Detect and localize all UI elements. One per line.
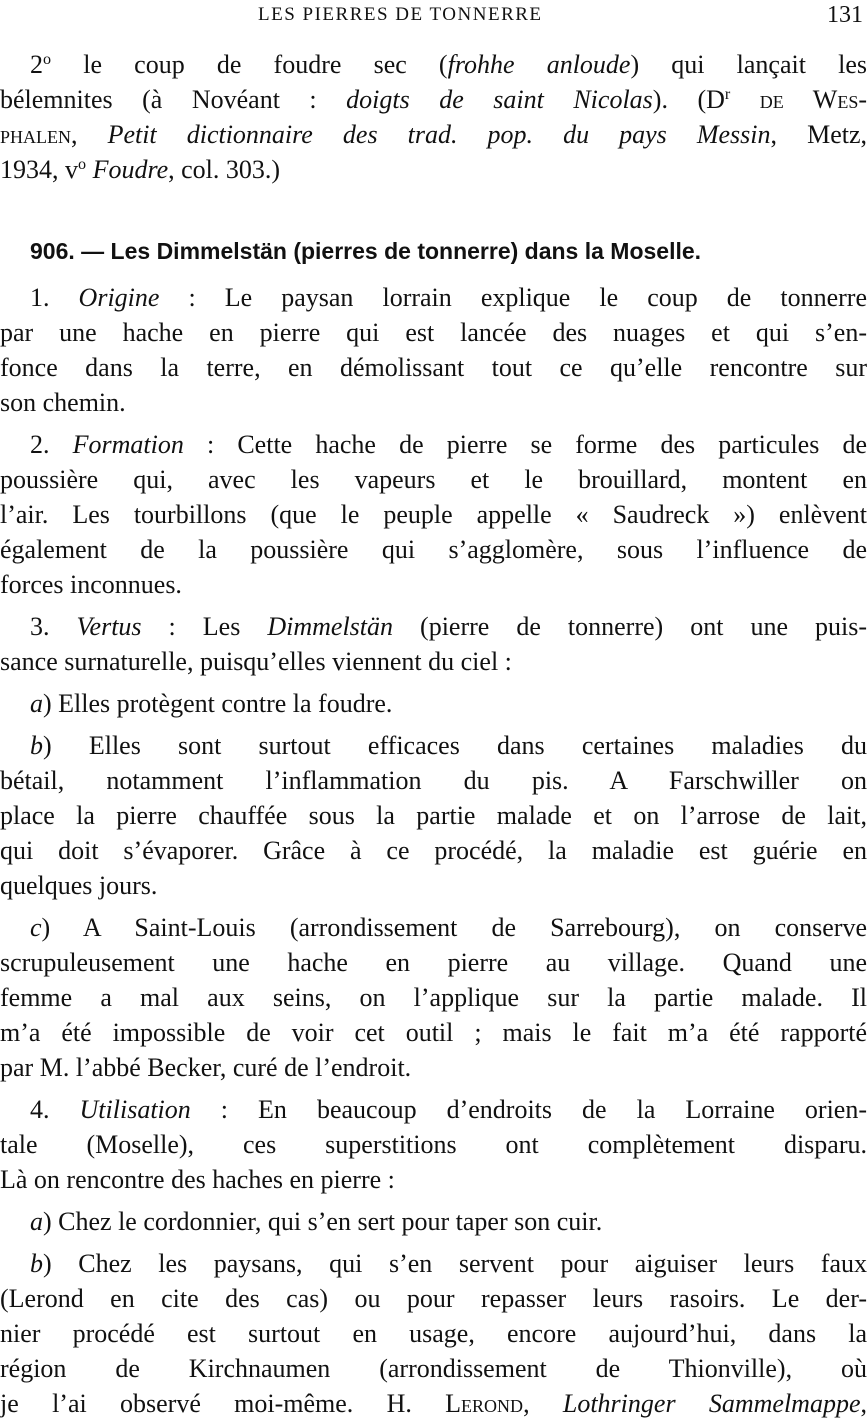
page-header: [0, 2, 867, 30]
text-line: phalen, Petit dictionnaire des trad. pop. du pays Messin, Metz,: [0, 120, 867, 149]
text-line: m’a été impossible de voir cet outil ; mais le fait m’a été rapporté: [0, 1018, 867, 1047]
text-line: je l’ai observé moi-même. H. Lerond, Lothringer Sammelmappe,: [0, 1389, 867, 1418]
text-line: 2. Formation : Cette hache de pierre se forme des particules de: [30, 430, 867, 459]
text-line: également de la poussière qui s’agglomère, sous l’influence de: [0, 535, 867, 564]
text-line: a) Elles protègent contre la foudre.: [30, 689, 393, 718]
text-line: fonce dans la terre, en démolissant tout ce qu’elle rencontre sur: [0, 353, 867, 382]
text-line: (Lerond en cite des cas) ou pour repasser leurs rasoirs. Le der-: [0, 1284, 867, 1313]
text-line: femme a mal aux seins, on l’applique sur la partie malade. Il: [0, 983, 867, 1012]
text-line: Là on rencontre des haches en pierre :: [0, 1165, 395, 1194]
text-line: qui doit s’évaporer. Grâce à ce procédé, la maladie est guérie en: [0, 836, 867, 865]
text-line: 1934, $v^o$ Foudre, col. 303.): [0, 155, 281, 184]
text-line: b) Elles sont surtout efficaces dans certaines maladies du: [30, 731, 867, 760]
text-line: poussière qui, avec les vapeurs et le brouillard, montent en: [0, 465, 867, 494]
text-line: son chemin.: [0, 388, 126, 417]
page-body: [0, 47, 867, 1421]
text-line: forces inconnues.: [0, 570, 182, 599]
text-line: nier procédé est surtout en usage, encore aujourd’hui, dans la: [0, 1319, 867, 1348]
text-line: sance surnaturelle, puisqu’elles viennent du ciel :: [0, 647, 512, 676]
text-line: 2$^o$ le coup de foudre sec (frohhe anloude) qui lançait les: [30, 50, 867, 79]
text-line: 3. Vertus : Les Dimmelstän (pierre de tonnerre) ont une puis-: [30, 612, 867, 641]
running-title: LES PIERRES DE TONNERRE: [258, 4, 543, 25]
text-line: tale (Moselle), ces superstitions ont complètement disparu.: [0, 1130, 867, 1159]
text-line: bélemnites (à Novéant : doigts de saint Nicolas). ($D^r$ de Wes-: [0, 85, 867, 114]
text-line: par une hache en pierre qui est lancée des nuages et qui s’en-: [0, 318, 867, 347]
text-line: bétail, notamment l’inflammation du pis. A Farschwiller on: [0, 766, 867, 795]
section-heading: 906. — Les Dimmelstän (pierres de tonnerre) dans la Moselle.: [30, 238, 702, 264]
text-line: l’air. Les tourbillons (que le peuple appelle « Saudreck ») enlèvent: [0, 500, 867, 529]
page-number: 131: [827, 2, 863, 28]
text-line: 4. Utilisation : En beaucoup d’endroits de la Lorraine orien-: [30, 1095, 867, 1124]
text-line: quelques jours.: [0, 871, 158, 900]
text-line: b) Chez les paysans, qui s’en servent pour aiguiser leurs faux: [30, 1249, 867, 1278]
text-line: région de Kirchnaumen (arrondissement de Thionville), où: [0, 1354, 867, 1383]
text-line: a) Chez le cordonnier, qui s’en sert pour taper son cuir.: [30, 1207, 603, 1236]
text-line: par M. l’abbé Becker, curé de l’endroit.: [0, 1053, 412, 1082]
text-line: 1. Origine : Le paysan lorrain explique le coup de tonnerre: [30, 283, 867, 312]
text-line: place la pierre chauffée sous la partie malade et on l’arrose de lait,: [0, 801, 867, 830]
text-line: c) A Saint-Louis (arrondissement de Sarrebourg), on conserve: [30, 913, 867, 942]
text-line: scrupuleusement une hache en pierre au village. Quand une: [0, 948, 867, 977]
